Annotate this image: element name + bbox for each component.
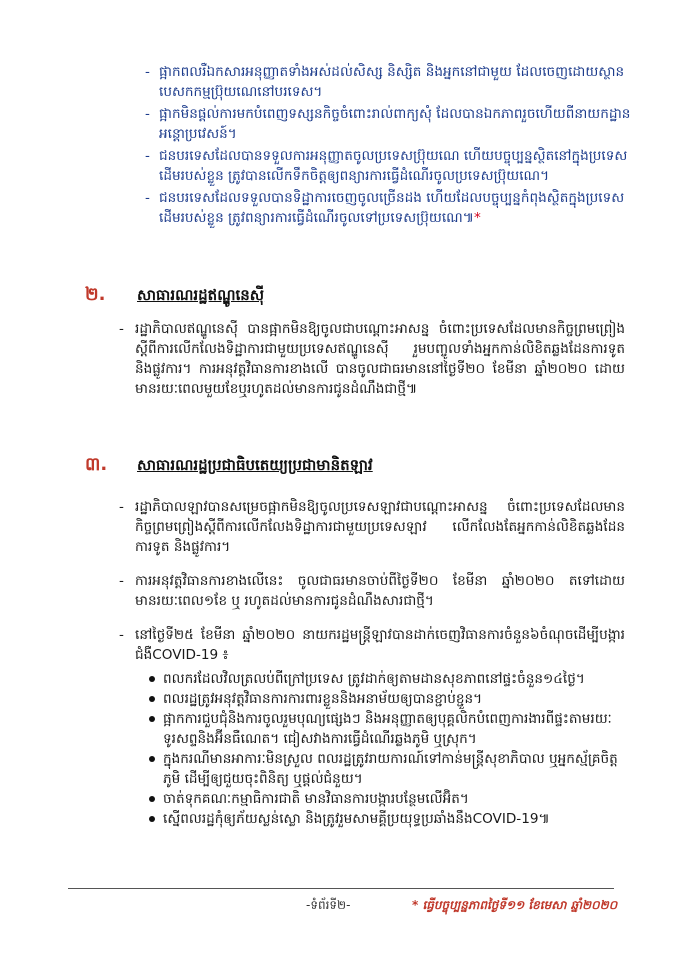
section-laos: [85, 452, 625, 829]
page-number: -ទំព័រទី២-: [306, 898, 351, 912]
list-item: ក្នុងករណីមានអាការៈមិនស្រួល ពលរដ្ឋត្រូវរាយការណ៍ទៅកាន់មន្ត្រីសុខាភិបាល ឬអ្នកស្ម័គ្រចិត្តភូមិ ដើម្បីឲ្យជួយចុះពិនិត្យ ឬផ្តល់ជំនួយ។: [149, 749, 625, 789]
list-item: ចាត់ទុកគណៈកម្មាធិការជាតិ មានវិធានការបង្ការបន្ថែមលើអ៊ិត។: [149, 789, 625, 809]
section-number: ២.: [85, 284, 106, 305]
paragraph-text: ការអនុវត្តវិធានការខាងលើនេះ ចូលជាធរមានចាប់ពីថ្ងៃទី២០ ខែមីនា ឆ្នាំ២០២០ តទៅដោយមានរយៈពេល១ខែ ឬ រហូតដល់មានការជូនដំណឹងសារជាថ្មី។: [135, 573, 625, 609]
list-item: ពលករដែលវិលត្រលប់ពីក្រៅប្រទេស ត្រូវដាក់ឲ្យតាមដានសុខភាពនៅផ្ទះចំនួន១៤ថ្ងៃ។: [149, 669, 625, 689]
section-paragraph: [85, 319, 625, 399]
dash-marker: -: [119, 573, 124, 589]
dash-marker: -: [119, 321, 124, 337]
list-item: ផ្អាកការជួបជុំនិងការចូលរួមបុណ្យផ្សេងៗ និងអនុញ្ញាតឲ្យបុគ្គលិកបំពេញការងារពីផ្ទះតាមរយៈទូរសព្ទនិងអ៊ីនធឺណេត។ ជៀសវាងការធ្វើដំណើរឆ្លងភូមិ ឬស្រុក។: [149, 709, 625, 749]
dash-marker: -: [119, 627, 124, 643]
section-indonesia: [85, 282, 625, 399]
section-title: សាធារណរដ្ឋឥណ្ឌូនេស៊ី: [137, 286, 265, 304]
update-date: * ធ្វើបច្ចុប្បន្នភាពថ្ងៃទី១១ ខែមេសា ឆ្នាំ២០២០: [412, 898, 618, 912]
section-paragraph: [85, 571, 625, 611]
list-item: - ជនបរទេសដែលបានទទួលការអនុញ្ញាតចូលប្រទេសប្រ៊ុយណេ ហើយបច្ចុប្បន្នស្ថិតនៅក្នុងប្រទេសដើមរបស់ខ្លួន ត្រូវបានលើកទឹកចិត្តឲ្យពន្យារការធ្វើដំណើរចូលប្រទេសប្រ៊ុយណេ។: [145, 146, 635, 186]
paragraph-text: រដ្ឋាភិបាលឥណ្ឌូនេស៊ី បានផ្អាកមិនឱ្យចូលជាបណ្តោះអាសន្ន ចំពោះប្រទេសដែលមានកិច្ចព្រមព្រៀង ស្តីពីការលើកលែងទិដ្ឋាការជាមួយប្រទេសឥណ្ឌូនេស៊ី រួមបញ្ចូលទាំងអ្នកកាន់លិខិតឆ្លងដែនការទូត និងផ្លូវការ។ ការអនុវត្តវិធានការខាងលើ បានចូលជាធរមាននៅថ្ងៃទី២០ ខែមីនា ឆ្នាំ២០២០ ដោយមានរយៈពេលមួយខែឬរហូតដល់មានការជូនដំណឹងជាថ្មី៕: [135, 321, 625, 397]
section-heading: [85, 452, 625, 479]
list-item: - ផ្អាកពលរឺឯកសារអនុញ្ញាតទាំងអស់ដល់សិស្ស និស្សិត និងអ្នកនៅជាមួយ ដែលចេញដោយស្ថានបេសកកម្មប្រ៊ុយណេនៅបរទេស។: [145, 62, 635, 102]
section-paragraph: [85, 497, 625, 557]
list-item: [145, 188, 635, 228]
paragraph-text: នៅថ្ងៃទី២៥ ខែមីនា ឆ្នាំ២០២០ នាយករដ្ឋមន្ត្រីឡាវបានដាក់ចេញវិធានការចំនួន៦ចំណុចដើម្បីបង្ការជំងឺCOVID-19 ៖: [135, 627, 625, 663]
section-number: ៣.: [85, 454, 108, 475]
section-paragraph: [85, 625, 625, 665]
list-item: ស្នើពលរដ្ឋកុំឲ្យភ័យស្លន់ស្លោ និងត្រូវរួមសាមគ្គីប្រយុទ្ធប្រឆាំងនឹងCOVID-19៕: [149, 809, 625, 829]
list-item: ពលរដ្ឋត្រូវអនុវត្តវិធានការការពារខ្លួននិងអនាម័យឲ្យបានខ្ជាប់ខ្ជួន។: [149, 689, 625, 709]
list-item-text: ជនបរទេសដែលទទួលបានទិដ្ឋាការចេញចូលច្រើនដង ហើយដែលបច្ចុប្បន្នកំពុងស្ថិតក្នុងប្រទេសដើមរបស់ខ្លួន ត្រូវពន្យារការធ្វើដំណើរចូលទៅប្រទេសប្រ៊ុយណេ៕: [159, 190, 625, 226]
footnote-star: *: [474, 210, 481, 226]
dash-marker: -: [119, 499, 124, 515]
footer-divider: [68, 888, 614, 889]
measures-list: [85, 669, 625, 829]
intro-list: [145, 62, 635, 230]
paragraph-text: រដ្ឋាភិបាលឡាវបានសម្រេចផ្អាកមិនឱ្យចូលប្រទេសឡាវជាបណ្តោះអាសន្ន ចំពោះប្រទេសដែលមានកិច្ចព្រមព្រៀងស្តីពីការលើកលែងទិដ្ឋាការជាមួយប្រទេសឡាវ លើកលែងតែអ្នកកាន់លិខិតឆ្លងដែនការទូត និងផ្លូវការ។: [135, 499, 625, 555]
list-item: - ផ្អាកមិនផ្តល់ការមកបំពេញទស្សនកិច្ចចំពោះរាល់ពាក្យសុំ ដែលបានឯកភាពរួចហើយពីនាយកដ្ឋានអន្តោប្រវេសន៍។: [145, 104, 635, 144]
section-heading: [85, 282, 625, 309]
section-title: សាធារណរដ្ឋប្រជាធិបតេយ្យប្រជាមានិតឡាវ: [137, 456, 373, 474]
